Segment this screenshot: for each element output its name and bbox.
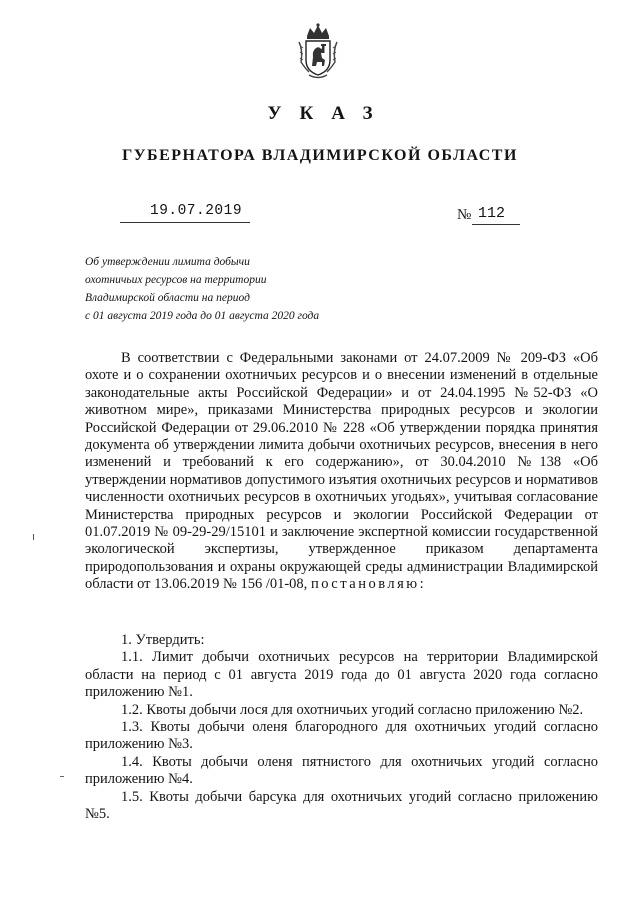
decree-item: 1. Утвердить: bbox=[121, 632, 205, 648]
number-label: № bbox=[457, 207, 472, 223]
heading-line: Об утверждении лимита добычи bbox=[85, 256, 250, 268]
heading-line: с 01 августа 2019 года до 01 августа 2020 года bbox=[85, 310, 320, 322]
decree-item: 1.2. Квоты добычи лося для охотничьих угодий согласно приложению №2. bbox=[121, 701, 584, 718]
preamble bbox=[85, 350, 598, 594]
document-subtitle: ГУБЕРНАТОРА ВЛАДИМИРСКОЙ ОБЛАСТИ bbox=[122, 147, 518, 164]
number-underline bbox=[472, 224, 520, 225]
preamble-text: В соответствии с Федеральными законами от 24.07.2009 № 209-ФЗ «Об охоте и о сохранении охотничьих ресурсов и о внесении изменений в отдельные законодательные акты Российской Федерации» и от 24.04.1995 №52-ФЗ «О животном мире», приказами Министерства природных ресурсов и экологии Российской Федерации от 29.06.2010 № 228 «Об утверждении порядка принятия документа об утверждении лимита добычи охотничьих ресурсов, внесения в него изменений и требований к его содержанию», от 30.04.2010 №138 «Об утверждении нормативов допустимого изъятия охотничьих ресурсов и нормативов численности охотничьих ресурсов в охотничьих угодьях», учитывая согласование Министерства природных ресурсов и экологии Российской Федерации от 01.07.2019 № 09-29-29/15101 и заключение экспертной комиссии государственной экологической экспертизы, утвержденное приказом департамента природопользования и охраны окружающей среды администрации Владимирской области от 13.06.2019 № 156 /01-08, bbox=[85, 350, 598, 593]
date-underline bbox=[120, 222, 250, 223]
vladimir-coat-of-arms-icon bbox=[297, 22, 339, 82]
decree-item: 1.1. Лимит добычи охотничьих ресурсов на территории Владимирской области на период с 01 августа 2019 года до 01 августа 2020 года согласно приложению №1. bbox=[85, 649, 598, 701]
decree-word: постановляю: bbox=[310, 576, 427, 593]
heading-line: Владимирской области на период bbox=[85, 292, 250, 304]
heading-line: охотничьих ресурсов на территории bbox=[85, 274, 267, 286]
decree-items bbox=[85, 632, 598, 823]
decree-item: 1.3. Квоты добычи оленя благородного для охотничьих угодий согласно приложению №3. bbox=[85, 719, 598, 753]
document-heading bbox=[85, 253, 385, 325]
decree-item: 1.4. Квоты добычи оленя пятнистого для охотничьих угодий согласно приложению №4. bbox=[85, 753, 598, 788]
document-number: 112 bbox=[478, 205, 506, 222]
document-date: 19.07.2019 bbox=[150, 203, 243, 219]
scan-mark bbox=[60, 776, 64, 777]
preamble-paragraph bbox=[85, 350, 598, 594]
scan-mark bbox=[33, 534, 37, 540]
document-title: УКАЗ bbox=[267, 103, 391, 124]
decree-item: 1.5. Квоты добычи барсука для охотничьих угодий согласно приложению №5. bbox=[85, 788, 598, 823]
